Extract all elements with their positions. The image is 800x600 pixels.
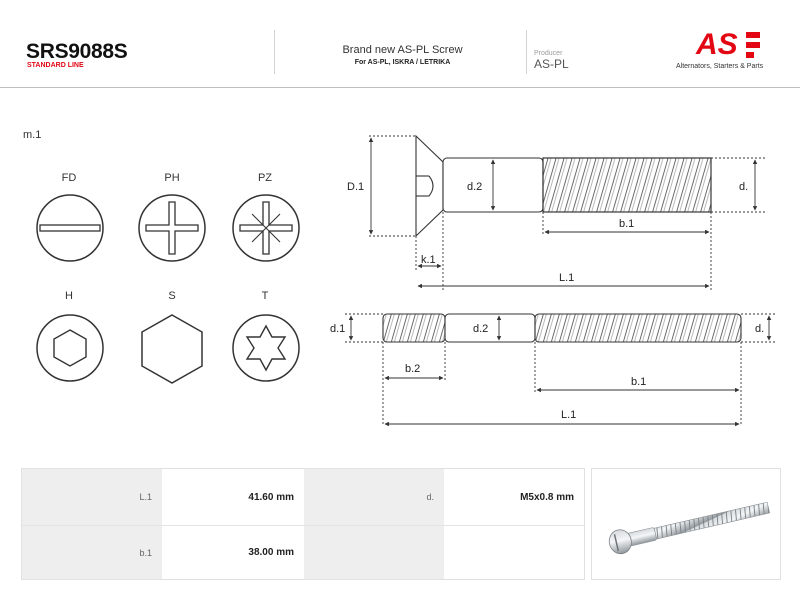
label-b2: b.2 <box>405 363 421 375</box>
label-D1: D.1 <box>347 181 365 193</box>
spec-label <box>304 526 444 579</box>
diagram-variant: m.1 <box>23 129 42 141</box>
table-row <box>22 526 584 582</box>
head-label-h: H <box>65 290 73 302</box>
label-d: d. <box>739 181 749 193</box>
threaded-stud <box>383 314 741 342</box>
head-label-fd: FD <box>61 172 77 184</box>
product-photo <box>591 468 781 580</box>
label-L1-bottom: L.1 <box>561 409 577 421</box>
screw-photo-image <box>592 469 780 579</box>
head-label-ph: PH <box>164 172 180 184</box>
spec-label: L.1 <box>22 469 162 525</box>
label-k1: k.1 <box>421 254 436 266</box>
head-label-pz: PZ <box>257 172 273 184</box>
product-subtitle: For AS-PL, ISKRA / LETRIKA <box>354 59 451 66</box>
label-d1: d.1 <box>330 323 346 335</box>
spec-value <box>444 526 584 579</box>
spec-value: M5x0.8 mm <box>444 469 584 525</box>
product-title: Brand new AS-PL Screw <box>342 44 463 56</box>
head-label-s: S <box>168 290 176 302</box>
spec-label: d. <box>304 469 444 525</box>
brand-tagline: Alternators, Starters & Parts <box>676 63 764 70</box>
slotted-head-icon <box>32 190 108 266</box>
spec-label: b.1 <box>22 526 162 579</box>
product-code: SRS9088S <box>26 40 128 63</box>
header-divider <box>526 30 527 74</box>
brand-logo <box>690 26 770 62</box>
hex-head-icon <box>134 310 210 386</box>
label-d2-bottom: d.2 <box>473 323 489 335</box>
spec-value: 41.60 mm <box>162 469 304 525</box>
product-line: STANDARD LINE <box>27 62 84 69</box>
header <box>0 0 800 88</box>
label-b1: b.1 <box>619 218 635 230</box>
torx-head-icon <box>228 310 304 386</box>
producer-label: Producer <box>534 50 563 57</box>
screw-dimension-drawing <box>325 120 775 440</box>
pozidriv-head-icon <box>228 190 304 266</box>
countersunk-screw <box>416 136 711 236</box>
producer-value: AS-PL <box>534 57 569 71</box>
spec-value: 38.00 mm <box>162 526 304 579</box>
phillips-head-icon <box>134 190 210 266</box>
table-row <box>22 469 584 525</box>
hex-socket-head-icon <box>32 310 108 386</box>
header-divider <box>274 30 275 74</box>
brand-logo-text: AS <box>696 28 738 61</box>
head-label-t: T <box>261 290 269 302</box>
label-d2: d.2 <box>467 181 483 193</box>
label-L1: L.1 <box>559 272 575 284</box>
label-d-bottom: d. <box>755 323 765 335</box>
label-b1-bottom: b.1 <box>631 376 647 388</box>
spec-table <box>21 468 585 580</box>
